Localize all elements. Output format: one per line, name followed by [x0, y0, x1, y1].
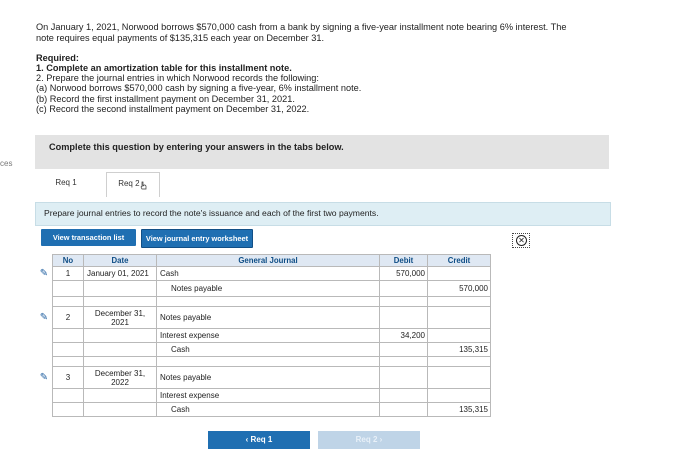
- required-list: [36, 63, 361, 114]
- table-row[interactable]: [36, 281, 491, 297]
- table-row[interactable]: [36, 267, 491, 281]
- problem-line-1: On January 1, 2021, Norwood borrows $570,000 cash from a bank by signing a five-year installment note bearing 6% interest. The: [36, 22, 567, 32]
- account-cell[interactable]: Notes payable: [157, 307, 380, 329]
- general-journal-table: [36, 254, 491, 417]
- entry-no: 1: [53, 267, 84, 281]
- account-cell[interactable]: Notes payable: [157, 281, 380, 297]
- account-cell[interactable]: Interest expense: [157, 329, 380, 343]
- banner-text: Complete this question by entering your answers in the tabs below.: [49, 142, 344, 152]
- entry-no: [53, 403, 84, 417]
- debit-cell[interactable]: 570,000: [380, 267, 428, 281]
- account-cell[interactable]: Notes payable: [157, 367, 380, 389]
- spacer-row: [36, 297, 491, 307]
- required-item: (c) Record the second installment payment on December 31, 2022.: [36, 103, 310, 114]
- debit-cell[interactable]: [380, 281, 428, 297]
- problem-statement: [36, 22, 616, 44]
- table-row[interactable]: [36, 389, 491, 403]
- view-journal-worksheet-button[interactable]: View journal entry worksheet: [141, 229, 253, 248]
- table-row[interactable]: [36, 307, 491, 329]
- hand-cursor-icon: [140, 181, 148, 190]
- entry-no: 3: [53, 367, 84, 389]
- table-row[interactable]: [36, 367, 491, 389]
- credit-cell[interactable]: [428, 389, 491, 403]
- tab-req-1[interactable]: Req 1: [44, 172, 88, 196]
- table-row[interactable]: [36, 403, 491, 417]
- close-button[interactable]: [512, 233, 530, 248]
- entry-date: December 31, 2021: [84, 307, 157, 329]
- close-circle-icon: ✕: [516, 235, 527, 246]
- tab-req-2[interactable]: [106, 172, 160, 197]
- journal-header-row: [36, 255, 491, 267]
- account-cell[interactable]: Cash: [157, 403, 380, 417]
- spacer-row: [36, 357, 491, 367]
- entry-no: [53, 343, 84, 357]
- debit-cell[interactable]: [380, 367, 428, 389]
- account-cell[interactable]: Cash: [157, 343, 380, 357]
- debit-cell[interactable]: [380, 403, 428, 417]
- entry-date: January 01, 2021: [84, 267, 157, 281]
- entry-no: 2: [53, 307, 84, 329]
- pencil-icon[interactable]: ✎: [39, 268, 49, 279]
- entry-date: [84, 403, 157, 417]
- entry-no: [53, 389, 84, 403]
- credit-cell[interactable]: [428, 267, 491, 281]
- required-item: 1. Complete an amortization table for this installment note.: [36, 63, 292, 73]
- instructions-banner: [35, 135, 609, 169]
- tab-req-2-label: Req 2: [118, 179, 140, 188]
- required-item: (a) Norwood borrows $570,000 cash by signing a five-year, 6% installment note.: [36, 83, 362, 94]
- table-row[interactable]: [36, 329, 491, 343]
- entry-date: [84, 343, 157, 357]
- debit-cell[interactable]: [380, 307, 428, 329]
- problem-line-2: note requires equal payments of $135,315 each year on December 31.: [36, 33, 325, 43]
- prev-label: Req 1: [250, 435, 273, 444]
- credit-cell[interactable]: [428, 367, 491, 389]
- credit-cell[interactable]: 135,315: [428, 343, 491, 357]
- entry-no: [53, 281, 84, 297]
- chevron-right-icon: ›: [379, 435, 383, 444]
- col-date: Date: [84, 255, 157, 267]
- pencil-icon[interactable]: ✎: [39, 372, 49, 383]
- debit-cell[interactable]: [380, 389, 428, 403]
- col-debit: Debit: [380, 255, 428, 267]
- account-cell[interactable]: Cash: [157, 267, 380, 281]
- credit-cell[interactable]: 135,315: [428, 403, 491, 417]
- debit-cell[interactable]: [380, 343, 428, 357]
- required-item: 2. Prepare the journal entries in which Norwood records the following:: [36, 73, 319, 84]
- pencil-spacer: [36, 281, 53, 297]
- col-no: No: [53, 255, 84, 267]
- col-general-journal: General Journal: [157, 255, 380, 267]
- side-label: ces: [0, 159, 13, 168]
- entry-no: [53, 329, 84, 343]
- instruction-bar: [35, 202, 611, 226]
- credit-cell[interactable]: [428, 307, 491, 329]
- next-label: Req 2: [355, 435, 378, 444]
- chevron-left-icon: ‹: [245, 435, 249, 444]
- pencil-icon[interactable]: ✎: [39, 312, 49, 323]
- entry-date: [84, 329, 157, 343]
- required-heading: Required:: [36, 53, 79, 63]
- pencil-col-header: [36, 255, 53, 267]
- entry-date: [84, 281, 157, 297]
- next-req-button[interactable]: [318, 431, 420, 449]
- col-credit: Credit: [428, 255, 491, 267]
- credit-cell[interactable]: 570,000: [428, 281, 491, 297]
- credit-cell[interactable]: [428, 329, 491, 343]
- account-cell[interactable]: Interest expense: [157, 389, 380, 403]
- entry-date: December 31, 2022: [84, 367, 157, 389]
- instruction-text: Prepare journal entries to record the note's issuance and each of the first two payments.: [44, 208, 379, 218]
- prev-req-button[interactable]: [208, 431, 310, 449]
- entry-date: [84, 389, 157, 403]
- required-item: (b) Record the first installment payment on December 31, 2021.: [36, 93, 295, 104]
- view-transaction-list-button[interactable]: View transaction list: [41, 229, 136, 246]
- debit-cell[interactable]: 34,200: [380, 329, 428, 343]
- table-row[interactable]: [36, 343, 491, 357]
